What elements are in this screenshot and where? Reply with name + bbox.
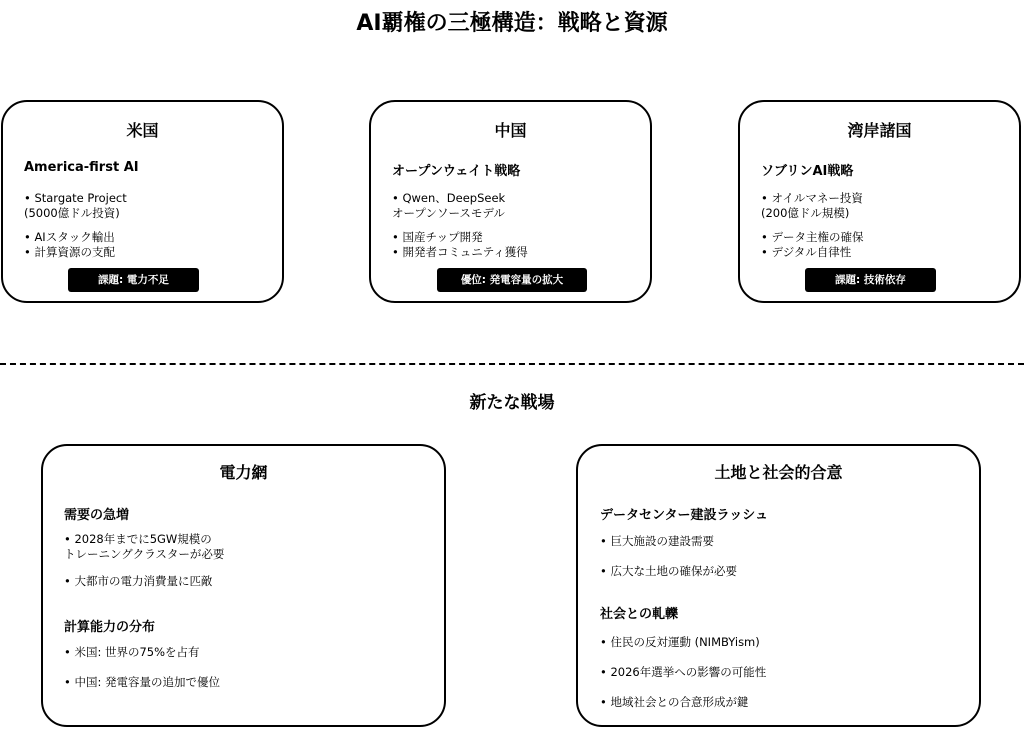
strategy-label: ソブリンAI戦略: [761, 164, 854, 179]
card-land-social: [576, 444, 981, 727]
bullet-group: • オイルマネー投資 (200億ドル規模): [761, 191, 863, 220]
card-power-grid: [41, 444, 446, 727]
card-usa: [1, 100, 284, 303]
section-heading: 社会との軋轢: [600, 607, 679, 622]
bullet-group: • データ主権の確保 • デジタル自律性: [761, 230, 864, 259]
bullet-item: • 巨大施設の建設需要: [600, 534, 714, 548]
bullet-item: • 地域社会との合意形成が鍵: [600, 695, 749, 709]
card-gulf: [738, 100, 1021, 303]
bullet-item: • 中国: 発電容量の追加で優位: [64, 675, 220, 689]
bullet-item: • 2026年選挙への影響の可能性: [600, 665, 767, 679]
section-heading: データセンター建設ラッシュ: [600, 508, 768, 523]
bullet-group: • AIスタック輸出 • 計算資源の支配: [24, 230, 115, 259]
card-title: 湾岸諸国: [847, 121, 912, 140]
bullet-group: • Stargate Project (5000億ドル投資): [24, 191, 127, 220]
card-china: [369, 100, 652, 303]
card-title: 電力網: [219, 463, 268, 482]
card-title: 米国: [126, 121, 159, 140]
section-heading: 需要の急増: [64, 508, 130, 523]
bullet-item: • 広大な土地の確保が必要: [600, 564, 737, 578]
strategy-label: オープンウェイト戦略: [392, 164, 521, 179]
bullet-item: • 大都市の電力消費量に匹敵: [64, 574, 213, 588]
bullet-item: • 米国: 世界の75%を占有: [64, 645, 200, 659]
strategy-label: America-first AI: [24, 160, 139, 175]
bullet-item: • 2028年までに5GW規模の トレーニングクラスターが必要: [64, 532, 225, 561]
bullet-item: • 住民の反対運動 (NIMBYism): [600, 635, 760, 649]
section-label: 新たな戦場: [469, 393, 555, 413]
card-title: 土地と社会的合意: [714, 463, 843, 482]
status-badge: 課題: 技術依存: [805, 268, 936, 292]
status-badge: 優位: 発電容量の拡大: [437, 268, 587, 292]
dashed-divider: [0, 363, 1024, 365]
status-badge: 課題: 電力不足: [68, 268, 199, 292]
card-title: 中国: [494, 121, 527, 140]
diagram-title: AI覇権の三極構造：戦略と資源: [356, 11, 668, 36]
bullet-group: • 国産チップ開発 • 開発者コミュニティ獲得: [392, 230, 528, 259]
bullet-group: • Qwen、DeepSeek オープンソースモデル: [392, 191, 506, 220]
section-heading: 計算能力の分布: [64, 620, 156, 635]
